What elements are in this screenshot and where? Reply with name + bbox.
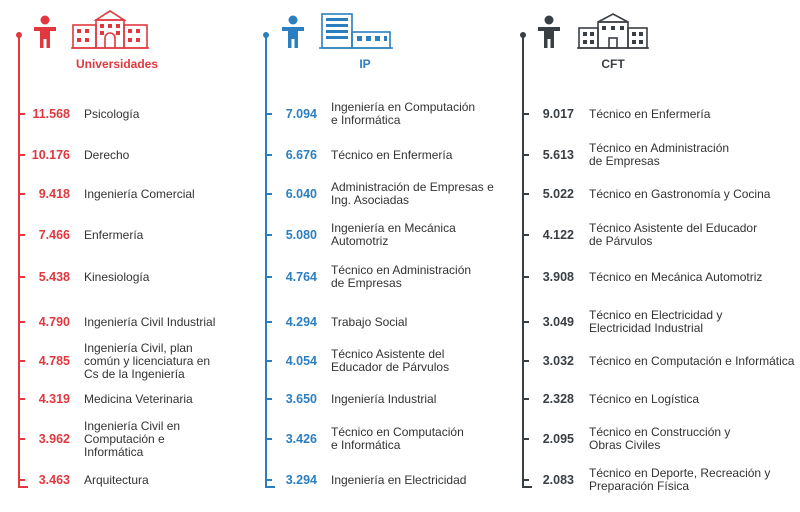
item-label: Ingeniería Comercial <box>84 186 195 201</box>
item-value: 6.040 <box>285 187 317 201</box>
item-value: 4.785 <box>38 354 70 368</box>
item-value: 3.962 <box>38 432 70 446</box>
item-label: Kinesiología <box>84 269 150 284</box>
item-label: Ingeniería en Mecánica Automotriz <box>331 221 456 248</box>
list-item <box>522 262 792 292</box>
list-item <box>522 179 792 209</box>
item-value: 3.049 <box>542 315 574 329</box>
item-value: 5.613 <box>542 148 574 162</box>
column-title: Universidades <box>75 57 159 71</box>
item-label: Técnico en Electricidad y Electricidad Industrial <box>589 308 723 335</box>
list-item <box>522 220 792 250</box>
item-label: Ingeniería Civil, plan común y licenciatura en Cs de la Ingeniería <box>84 340 211 381</box>
list-item <box>522 99 792 129</box>
item-label: Derecho <box>84 147 130 162</box>
item-value: 6.676 <box>285 148 317 162</box>
item-label: Administración de Empresas e Ing. Asociadas <box>331 180 494 207</box>
item-value: 5.022 <box>542 187 574 201</box>
item-value: 2.328 <box>542 392 574 406</box>
item-value: 4.319 <box>38 392 70 406</box>
list-item <box>522 346 795 376</box>
item-label: Ingeniería Civil Industrial <box>84 314 216 329</box>
item-value: 3.463 <box>38 473 70 487</box>
item-value: 3.294 <box>285 473 317 487</box>
item-label: Ingeniería Industrial <box>331 391 437 406</box>
item-label: Ingeniería en Electricidad <box>331 472 467 487</box>
item-value: 7.094 <box>285 107 317 121</box>
item-label: Técnico en Logística <box>589 391 700 406</box>
item-value: 7.466 <box>38 228 70 242</box>
item-label: Medicina Veterinaria <box>84 391 193 406</box>
item-value: 2.095 <box>542 432 574 446</box>
item-value: 4.764 <box>285 270 317 284</box>
item-value: 5.080 <box>285 228 317 242</box>
list-item <box>522 307 792 337</box>
column-title: CFT <box>601 57 625 71</box>
item-value: 9.418 <box>38 187 70 201</box>
item-value: 4.790 <box>38 315 70 329</box>
item-label: Técnico en Construcción y Obras Civiles <box>589 425 731 452</box>
item-value: 4.122 <box>542 228 574 242</box>
person-icon <box>536 15 562 49</box>
item-label: Técnico en Computación e Informática <box>331 425 464 452</box>
item-value: 10.176 <box>31 148 70 162</box>
item-value: 3.908 <box>542 270 574 284</box>
item-label: Ingeniería en Computación e Informática <box>331 100 476 127</box>
item-label: Técnico en Mecánica Automotriz <box>589 269 763 284</box>
item-value: 3.032 <box>542 354 574 368</box>
item-value: 4.054 <box>285 354 317 368</box>
cft-building-icon <box>576 10 650 50</box>
item-label: Trabajo Social <box>331 314 408 329</box>
item-label: Técnico en Administración de Empresas <box>331 263 472 290</box>
item-label: Técnico en Deporte, Recreación y Preparación Física <box>589 466 771 493</box>
item-value: 2.083 <box>542 473 574 487</box>
item-label: Psicología <box>84 106 140 121</box>
item-value: 3.650 <box>285 392 317 406</box>
item-label: Técnico Asistente del Educador de Párvulos <box>589 221 758 248</box>
list-item <box>522 465 792 495</box>
list-item <box>522 384 792 414</box>
item-label: Técnico en Administración de Empresas <box>589 141 730 168</box>
item-value: 4.294 <box>285 315 317 329</box>
item-value: 11.568 <box>32 107 70 121</box>
item-value: 5.438 <box>38 270 70 284</box>
item-label: Ingeniería Civil en Computación e Informática <box>84 418 181 459</box>
item-value: 3.426 <box>285 432 317 446</box>
item-label: Técnico Asistente del Educador de Párvulos <box>331 347 450 374</box>
list-item <box>522 140 792 170</box>
column-title: IP <box>359 57 371 71</box>
list-item <box>522 424 792 454</box>
item-label: Técnico en Computación e Informática <box>589 353 795 368</box>
item-label: Técnico en Enfermería <box>589 106 711 121</box>
item-label: Técnico en Gastronomía y Cocina <box>589 186 771 201</box>
item-label: Enfermería <box>84 227 144 242</box>
item-value: 9.017 <box>542 107 574 121</box>
item-label: Arquitectura <box>84 472 149 487</box>
item-label: Técnico en Enfermería <box>331 147 453 162</box>
